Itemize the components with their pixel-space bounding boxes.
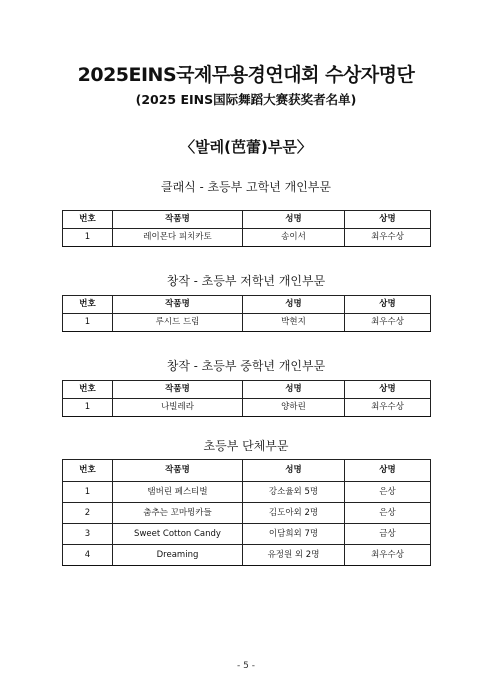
table-row bbox=[63, 229, 431, 247]
cell-number: 1 bbox=[63, 229, 113, 247]
awards-table bbox=[62, 459, 431, 566]
cell-number: 1 bbox=[63, 314, 113, 332]
category-title: 창작 - 초등부 저학년 개인부문 bbox=[166, 274, 326, 288]
table-header-row bbox=[63, 381, 431, 399]
header-award: 상명 bbox=[345, 211, 431, 229]
header-work-title: 작품명 bbox=[113, 211, 243, 229]
cell-name: 양하린 bbox=[243, 399, 345, 417]
table-header-row bbox=[63, 211, 431, 229]
header-work-title: 작품명 bbox=[113, 381, 243, 399]
cell-number: 3 bbox=[63, 524, 113, 545]
header-work-title: 작품명 bbox=[113, 460, 243, 482]
cell-number: 4 bbox=[63, 545, 113, 566]
category-title: 창작 - 초등부 중학년 개인부문 bbox=[166, 359, 326, 373]
page-title: 2025EINS국제무용경연대회 수상자명단 bbox=[77, 64, 415, 86]
header-number: 번호 bbox=[63, 211, 113, 229]
cell-work-title: 춤추는 꼬마뮝카들 bbox=[113, 503, 243, 524]
page-subtitle: (2025 EINS国际舞蹈大赛获奖者名单) bbox=[135, 92, 357, 107]
table-row bbox=[63, 524, 431, 545]
header-name: 성명 bbox=[243, 381, 345, 399]
header-award: 상명 bbox=[345, 460, 431, 482]
cell-award: 최우수상 bbox=[345, 399, 431, 417]
header-name: 성명 bbox=[243, 211, 345, 229]
cell-award: 최우수상 bbox=[345, 229, 431, 247]
cell-number: 1 bbox=[63, 399, 113, 417]
table-row bbox=[63, 503, 431, 524]
cell-name: 유정원 외 2명 bbox=[243, 545, 345, 566]
header-name: 성명 bbox=[243, 460, 345, 482]
header-number: 번호 bbox=[63, 381, 113, 399]
header-award: 상명 bbox=[345, 296, 431, 314]
cell-award: 최우수상 bbox=[345, 545, 431, 566]
cell-work-title: 탬버린 페스티벌 bbox=[113, 482, 243, 503]
table-row bbox=[63, 399, 431, 417]
header-number: 번호 bbox=[63, 296, 113, 314]
cell-award: 금상 bbox=[345, 524, 431, 545]
cell-work-title: 나빌레라 bbox=[113, 399, 243, 417]
cell-award: 최우수상 bbox=[345, 314, 431, 332]
table-row bbox=[63, 482, 431, 503]
table-header-row bbox=[63, 460, 431, 482]
table-row bbox=[63, 314, 431, 332]
cell-work-title: Dreaming bbox=[113, 545, 243, 566]
header-award: 상명 bbox=[345, 381, 431, 399]
cell-name: 김도아외 2명 bbox=[243, 503, 345, 524]
cell-name: 박현지 bbox=[243, 314, 345, 332]
cell-award: 은상 bbox=[345, 503, 431, 524]
section-heading: 〈발레(芭蕾)부문〉 bbox=[180, 138, 312, 156]
cell-award: 은상 bbox=[345, 482, 431, 503]
header-name: 성명 bbox=[243, 296, 345, 314]
cell-number: 1 bbox=[63, 482, 113, 503]
table-header-row bbox=[63, 296, 431, 314]
header-work-title: 작품명 bbox=[113, 296, 243, 314]
category-title: 초등부 단체부문 bbox=[203, 439, 289, 453]
awards-table bbox=[62, 295, 431, 332]
cell-work-title: 루시드 드림 bbox=[113, 314, 243, 332]
table-row bbox=[63, 545, 431, 566]
page-number: - 5 - bbox=[237, 661, 255, 671]
category-title: 클래식 - 초등부 고학년 개인부문 bbox=[160, 180, 331, 194]
cell-name: 송이서 bbox=[243, 229, 345, 247]
cell-number: 2 bbox=[63, 503, 113, 524]
awards-table bbox=[62, 210, 431, 247]
cell-work-title: Sweet Cotton Candy bbox=[113, 524, 243, 545]
awards-table bbox=[62, 380, 431, 417]
cell-work-title: 레이몬다 피치카토 bbox=[113, 229, 243, 247]
header-number: 번호 bbox=[63, 460, 113, 482]
cell-name: 이담희외 7명 bbox=[243, 524, 345, 545]
cell-name: 강소율외 5명 bbox=[243, 482, 345, 503]
